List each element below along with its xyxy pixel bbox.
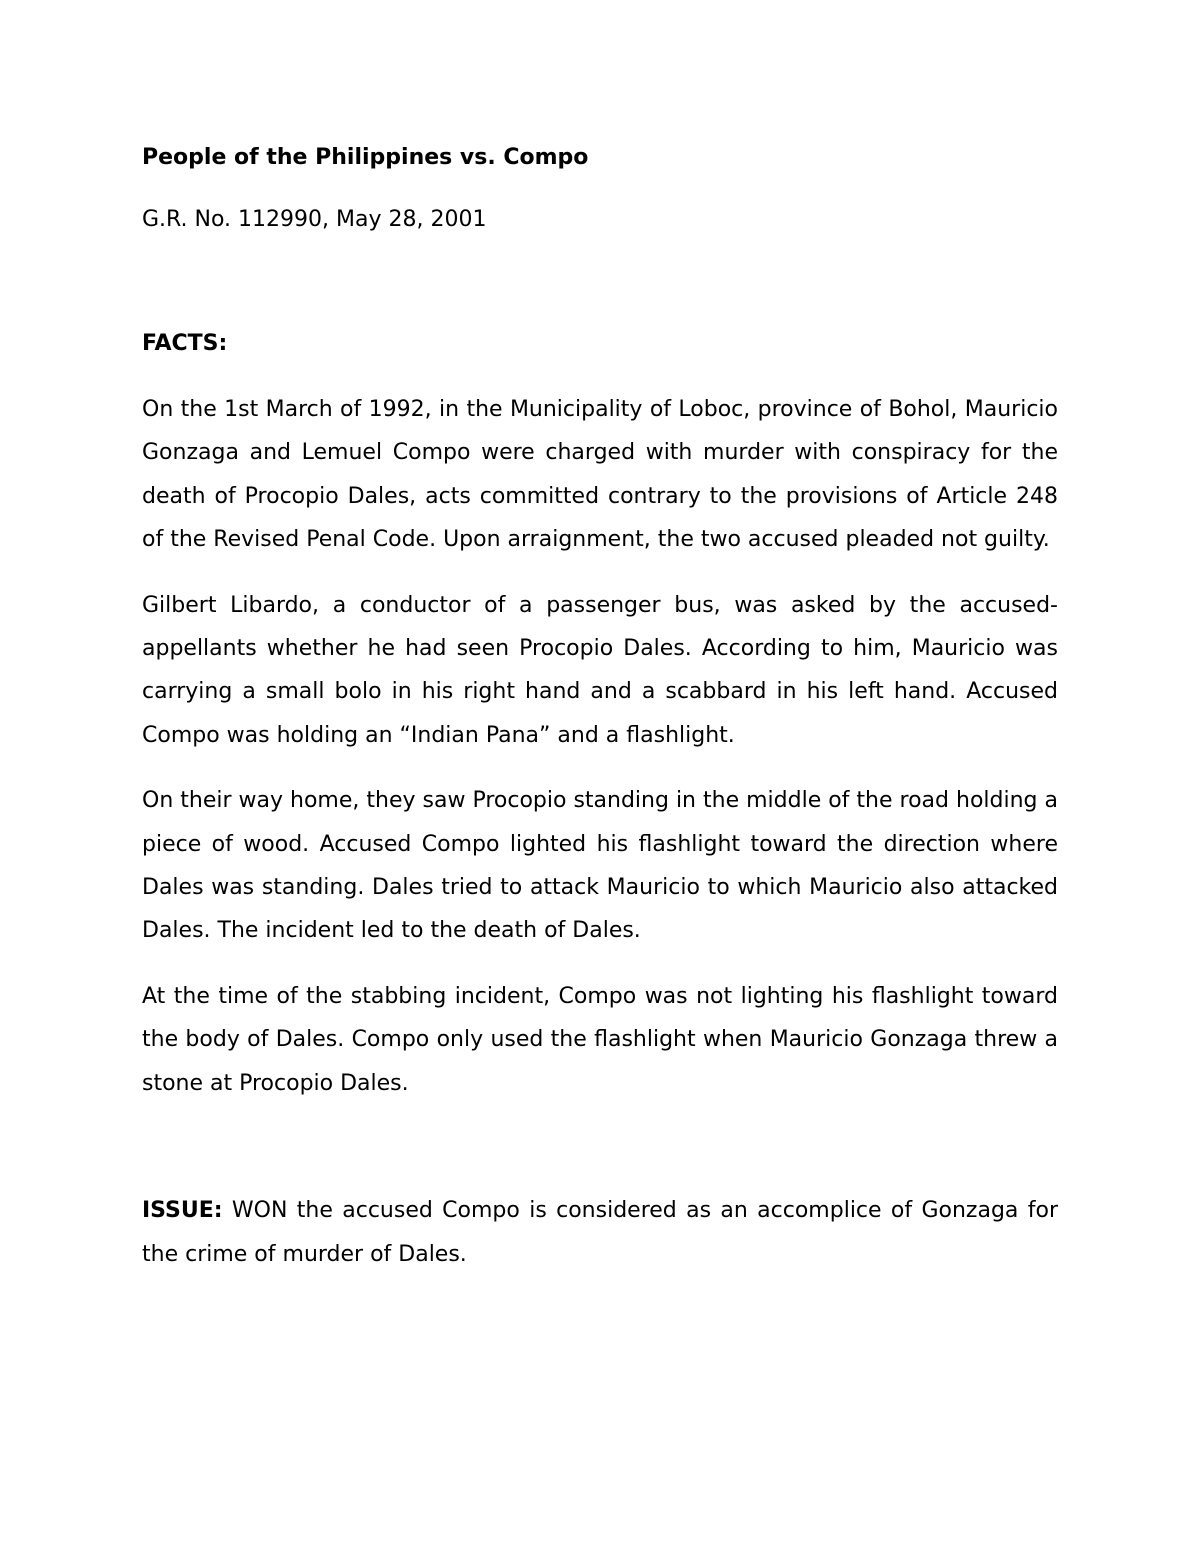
issue-text: WON the accused Compo is considered as an accomplice of Gonzaga for the crime of murder of Dales. [142,1198,1058,1267]
facts-paragraph-2: Gilbert Libardo, a conductor of a passenger bus, was asked by the accused-appellants whether he had seen Procopio Dales. According to him, Mauricio was carrying a small bolo in his right hand and a scabbard in his left hand. Accused Compo was holding an “Indian Pana” and a flashlight. [142,592,1058,748]
facts-paragraph-3: On their way home, they saw Procopio standing in the middle of the road holding a piece of wood. Accused Compo lighted his flashlight toward the direction where Dales was standing. Dales tried to attack Mauricio to which Mauricio also attacked Dales. The incident led to the death of Dales. [142,788,1058,944]
case-number: G.R. No. 112990, May 28, 2001 [142,207,487,232]
issue-paragraph [142,1189,1058,1276]
case-title: People of the Philippines vs. Compo [142,145,589,170]
issue-label: ISSUE: [142,1198,223,1224]
facts-paragraph-4: At the time of the stabbing incident, Compo was not lighting his flashlight toward the body of Dales. Compo only used the flashlight when Mauricio Gonzaga threw a stone at Procopio Dales. [142,983,1058,1096]
document-page [142,138,1058,1276]
facts-paragraph-1: On the 1st March of 1992, in the Municipality of Loboc, province of Bohol, Mauricio Gonzaga and Lemuel Compo were charged with murder with conspiracy for the death of Procopio Dales, acts committed contrary to the provisions of Article 248 of the Revised Penal Code. Upon arraignment, the two accused pleaded not guilty. [142,397,1058,553]
facts-heading: FACTS: [142,331,228,356]
